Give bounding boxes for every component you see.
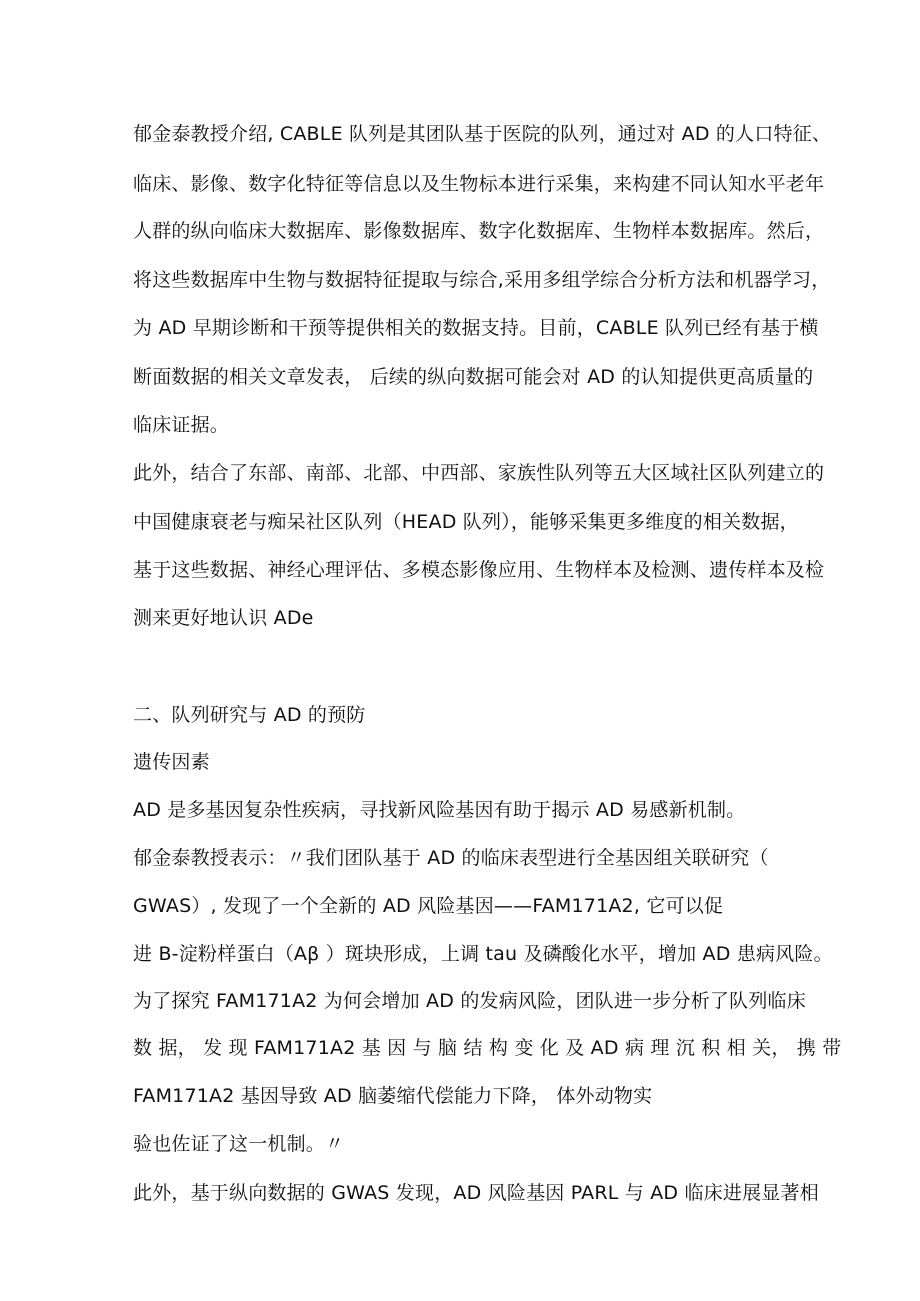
paragraph-4-line-4: 为了探究 FAM171A2 为何会增加 AD 的发病风险，团队进一步分析了队列临床 xyxy=(133,990,806,1012)
paragraph-4-line-5: 数 据， 发 现 FAM171A2 基 因 与 脑 结 构 变 化 及 AD 病 理 沉 积 相 关， 携 带 xyxy=(133,1037,842,1059)
paragraph-1-line-7: 临床证据。 xyxy=(133,414,230,436)
paragraph-1-line-1: 郁金泰教授介绍, CABLE 队列是其团队基于医院的队列，通过对 AD 的人口特征、 xyxy=(133,123,832,145)
paragraph-2-line-4: 测来更好地认识 ADe xyxy=(133,607,314,629)
paragraph-4-line-3: 进 B-淀粉样蛋白（Aβ ）斑块形成，上调 tau 及磷酸化水平，增加 AD 患病风险。 xyxy=(133,943,833,965)
subheading: 遗传因素 xyxy=(133,751,210,773)
paragraph-2-line-2: 中国健康衰老与痴呆社区队列（HEAD 队列），能够采集更多维度的相关数据， xyxy=(133,511,799,533)
paragraph-2-line-3: 基于这些数据、神经心理评估、多模态影像应用、生物样本及检测、遗传样本及检 xyxy=(133,559,825,581)
paragraph-2-line-1: 此外，结合了东部、南部、北部、中西部、家族性队列等五大区域社区队列建立的 xyxy=(133,462,825,484)
paragraph-1-line-6: 断面数据的相关文章发表， 后续的纵向数据可能会对 AD 的认知提供更高质量的 xyxy=(133,366,814,388)
paragraph-4-line-2: GWAS）, 发现了一个全新的 AD 风险基因——FAM171A2, 它可以促 xyxy=(133,895,724,917)
paragraph-1-line-3: 人群的纵向临床大数据库、影像数据库、数字化数据库、生物样本数据库。然后， xyxy=(133,220,825,242)
paragraph-4-line-7: 验也佐证了这一机制。〃 xyxy=(133,1133,345,1155)
section-heading: 二、队列研究与 AD 的预防 xyxy=(133,704,366,726)
paragraph-4-line-6: FAM171A2 基因导致 AD 脑萎缩代偿能力下降， 体外动物实 xyxy=(133,1085,653,1107)
paragraph-1-line-4: 将这些数据库中生物与数据特征提取与综合,采用多组学综合分析方法和机器学习， xyxy=(133,269,831,291)
paragraph-5-line-1: 此外，基于纵向数据的 GWAS 发现，AD 风险基因 PARL 与 AD 临床进展显著相 xyxy=(133,1182,819,1204)
paragraph-1-line-5: 为 AD 早期诊断和干预等提供相关的数据支持。目前，CABLE 队列已经有基于横 xyxy=(133,317,819,339)
paragraph-1-line-2: 临床、影像、数字化特征等信息以及生物标本进行采集，来构建不同认知水平老年 xyxy=(133,173,825,195)
paragraph-4-line-1: 郁金泰教授表示：〃我们团队基于 AD 的临床表型进行全基因组关联研究（ xyxy=(133,847,769,869)
paragraph-3-line-1: AD 是多基因复杂性疾病，寻找新风险基因有助于揭示 AD 易感新机制。 xyxy=(133,799,746,821)
